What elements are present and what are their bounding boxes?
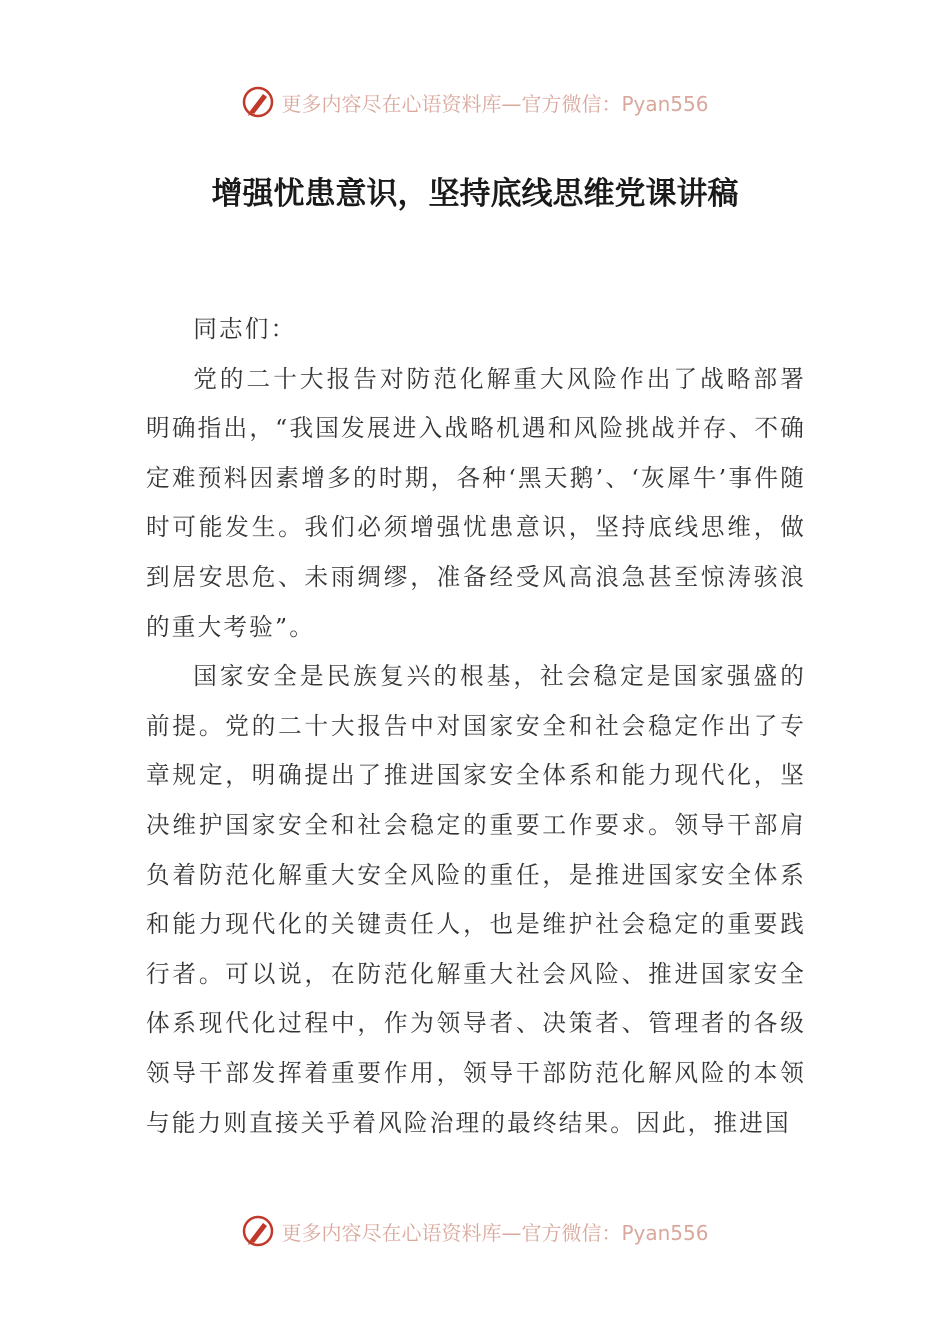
document-body: [146, 305, 806, 1148]
footer-banner: [0, 1211, 950, 1251]
header-banner-text: 更多内容尽在心语资料库—官方微信：Pyan556: [281, 91, 709, 116]
pen-logo-icon: [241, 85, 275, 119]
document-title: 增强忧患意识，坚持底线思维党课讲稿: [211, 176, 739, 212]
footer-banner-text: 更多内容尽在心语资料库—官方微信：Pyan556: [281, 1220, 709, 1245]
paragraph: 国家安全是民族复兴的根基，社会稳定是国家强盛的前提。党的二十大报告中对国家安全和社会稳定作出了专章规定，明确提出了推进国家安全体系和能力现代化，坚决维护国家安全和社会稳定的重要工作要求。领导干部肩负着防范化解重大安全风险的重任，是推进国家安全体系和能力现代化的关键责任人，也是维护社会稳定的重要践行者。可以说，在防范化解重大社会风险、推进国家安全体系现代化过程中，作为领导者、决策者、管理者的各级领导干部发挥着重要作用，领导干部防范化解风险的本领与能力则直接关乎着风险治理的最终结果。因此，推进国: [146, 662, 806, 1137]
paragraph: 党的二十大报告对防范化解重大风险作出了战略部署明确指出，“我国发展进入战略机遇和风险挑战并存、不确定难预料因素增多的时期，各种‘黑天鹅’、‘灰犀牛’事件随时可能发生。我们必须增强忧患意识，坚持底线思维，做到居安思危、未雨绸缪，准备经受风高浪急甚至惊涛骇浪的重大考验”。: [146, 364, 806, 641]
pen-logo-icon: [241, 1214, 275, 1248]
salutation: 同志们：: [193, 315, 297, 343]
header-banner: [0, 82, 950, 122]
